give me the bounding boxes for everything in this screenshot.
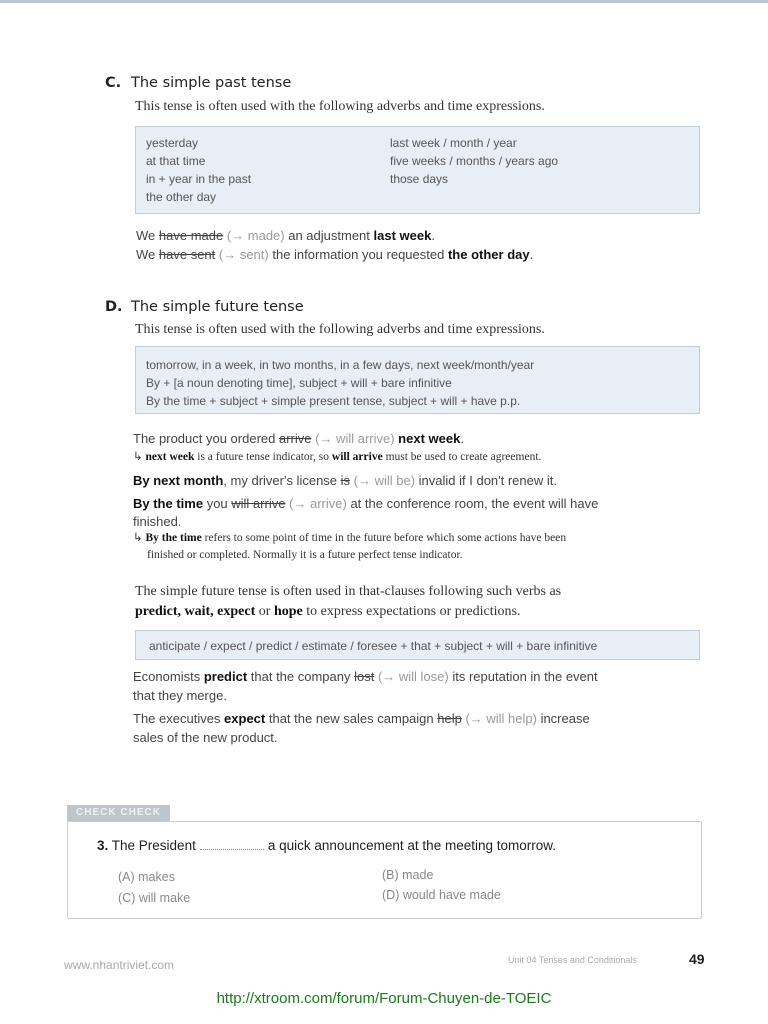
note-arrow-icon: ↳ [133,532,146,544]
section-d-paragraph: The simple future tense is often used in that-clauses following such verbs as predict, wait, expect or hope to express expectations or predictions. [135,584,562,619]
section-d-example-4: Economists predict that the company lost (→ will lose) its reputation in the event [133,669,598,684]
note-arrow-icon: ↳ [133,451,146,463]
section-c-example-2: We have sent (→ sent) the information you requested the other day. [136,247,534,262]
expression-item: last week / month / year [390,136,517,150]
footer-website: www.nhantriviet.com [64,958,175,972]
option-b[interactable]: (B) made [382,868,434,882]
expression-item: in + year in the past [146,172,252,186]
section-d-example-3: By the time you will arrive (→ arrive) at the conference room, the event will have [133,496,599,511]
section-d-example-2: By next month, my driver's license is (→ will be) invalid if I don't renew it. [133,473,557,488]
check-check-tab: CHECK CHECK [67,805,170,821]
expression-item: By + [a noun denoting time], subject + will + bare infinitive [146,376,452,390]
answer-blank [200,849,264,850]
formula-box [135,630,700,660]
top-border [0,0,768,3]
expression-item: yesterday [146,136,199,150]
expression-item: the other day [146,190,217,204]
section-d-note-1: ↳ next week is a future tense indicator, so will arrive must be used to create agreement. [133,451,542,463]
expression-item: at that time [146,154,206,168]
question-3: 3. The President a quick announcement at the meeting tomorrow. [97,838,556,853]
forum-link[interactable]: http://xtroom.com/forum/Forum-Chuyen-de-TOEIC [216,990,552,1007]
expression-item: those days [390,172,449,186]
section-c-example-1: We have made (→ made) an adjustment last week. [136,228,435,243]
expression-item: tomorrow, in a week, in two months, in a few days, next week/month/year [146,358,535,372]
option-a[interactable]: (A) makes [118,870,175,884]
section-c-expression-box [135,126,700,214]
option-c[interactable]: (C) will make [118,891,191,905]
footer-unit-label: Unit 04 Tenses and Conditionals [508,955,637,965]
page-number: 49 [689,951,705,967]
section-d-example-1: The product you ordered arrive (→ will arrive) next week. [133,431,464,446]
formula-text: anticipate / expect / predict / estimate / foresee + that + subject + will + bare infinitive [149,639,598,653]
section-d-note-2: ↳ By the time refers to some point of time in the future before which some actions have been finished or completed. Normally it is a future perfect tense indicator. [133,532,567,561]
section-d-title: D. The simple future tense [105,299,304,315]
expression-item: five weeks / months / years ago [390,154,559,168]
expression-item: By the time + subject + simple present tense, subject + will + have p.p. [146,394,521,408]
section-d-intro: This tense is often used with the following adverbs and time expressions. [135,322,545,337]
section-d-example-4-cont: that they merge. [133,688,227,703]
section-d-example-5: The executives expect that the new sales campaign help (→ will help) increase [133,711,590,726]
option-d[interactable]: (D) would have made [382,888,501,902]
section-d-example-3-cont: finished. [133,514,182,529]
section-d-example-5-cont: sales of the new product. [133,730,278,745]
section-d-expression-box [135,346,700,414]
section-c-title: C. The simple past tense [105,75,292,91]
section-c-intro: This tense is often used with the following adverbs and time expressions. [135,99,545,114]
